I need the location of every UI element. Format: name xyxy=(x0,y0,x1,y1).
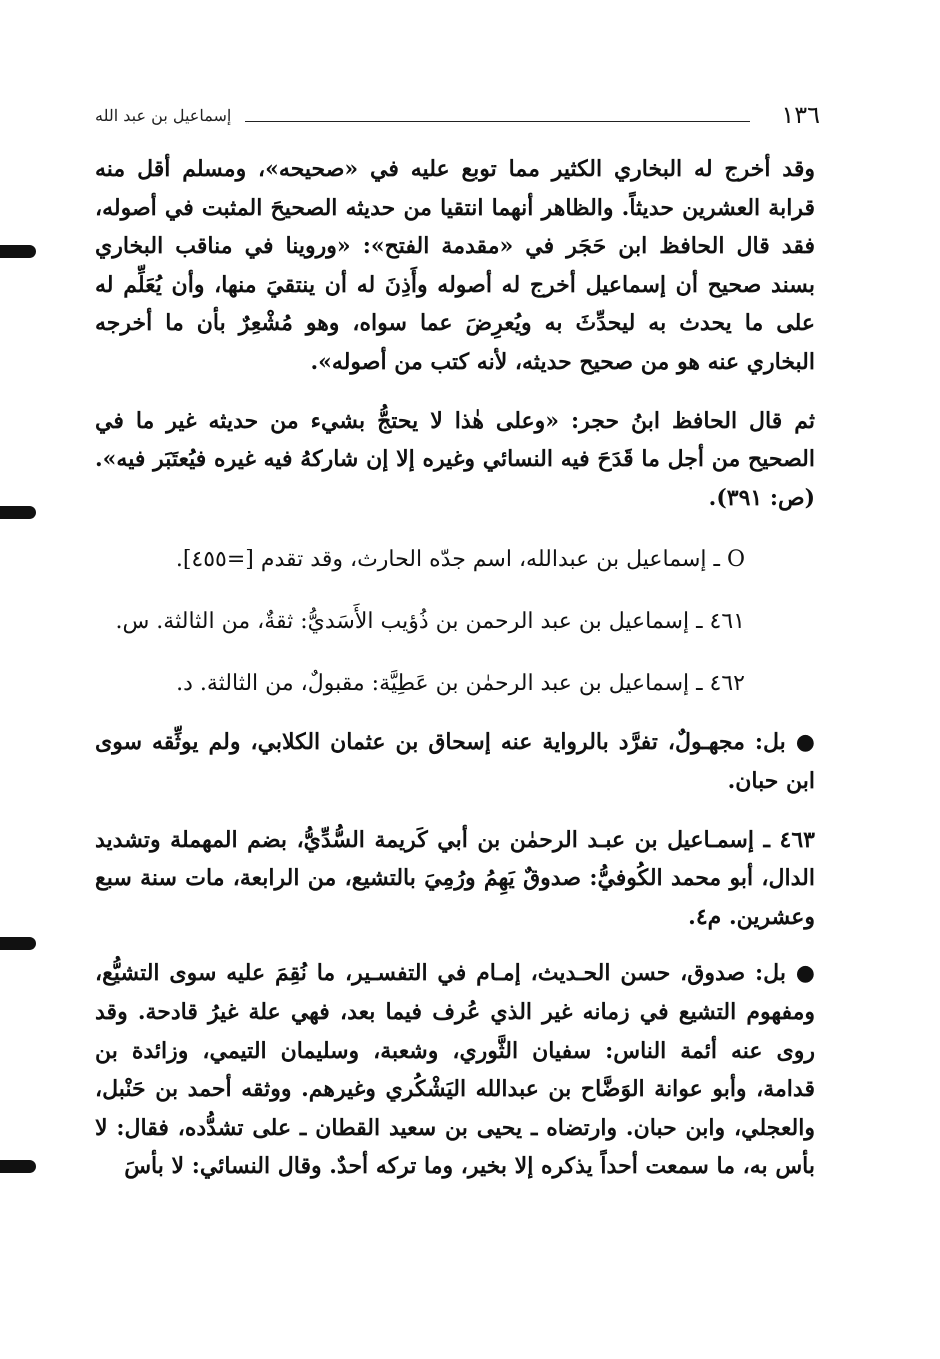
entry-463: ٤٦٣ ـ إسمـاعيل بن عبـد الرحمٰن بن أبي كَريمة السُّدِّيُّ، بضم المهملة وتشديد الدال، أبو محمد الكُوفيُّ: صدوقٌ يَهِمُ ورُمِيَ بالتشيع، من الرابعة، مات سنة سبع وعشرين. م٤. xyxy=(95,826,815,930)
page-number: ١٣٦ xyxy=(781,101,820,129)
comment-462: ● بل: مجهـولٌ، تفرَّد بالرواية عنه إسحاق بن عثمان الكلابي، ولم يوثِّقه سوى ابن حبان. xyxy=(95,729,815,794)
page-header xyxy=(95,100,820,132)
paragraph-bukhari-note: وقد أخرج له البخاري الكثير مما توبع عليه في «صحيحه»، ومسلم أقل منه قرابة العشرين حديثاً. والظاهر أنهما انتقيا من حديثه الصحيحَ المثبت في أصوله، فقد قال الحافظ ابن حَجَر في «مقدمة الفتح»: «وروينا في مناقب البخاري بسند صحيح أن إسماعيل أخرج له أصوله وأَذِنَ له أن ينتقيَ منها، وأن يُعَلِّم له على ما يحدث به ليحدِّثَ به ويُعرِضَ عما سواه، وهو مُشْعِرٌ بأن ما أخرجه البخاري عنه هو من صحيح حديثه، لأنه كتب من أصوله». xyxy=(95,156,815,375)
entry-cross-reference: O ـ إسماعيل بن عبدالله، اسم جدّه الحارث، وقد تقدم [=٤٥٥]. xyxy=(175,547,745,573)
page-body xyxy=(95,150,815,1186)
margin-mark xyxy=(0,245,36,258)
running-title: إسماعيل بن عبد الله xyxy=(95,106,232,125)
comment-463: ● بل: صدوق، حسن الحـديث، إمـام في التفسـير، ما نُقِمَ عليه سوى التشيُّع، ومفهوم التشيع في زمانه غير الذي عُرف فيما بعد، فهي علة غيرُ قادحة. وقد روى عنه أئمة الناس: سفيان الثَّوري، وشعبة، وسليمان التيمي، وزائدة بن قدامة، وأبو عوانة الوَضَّاح بن عبدالله اليَشْكُري وغيرهم. ووثقه أحمد بن حَنْبل، والعجلي، وابن حبان. وارتضاه ـ يحيى بن سعيد القطان ـ على تشدُّده، فقال: لا بأس به، ما سمعت أحداً يذكره إلا بخير، وما تركه أحدٌ. وقال النسائي: لا بأسَ xyxy=(95,960,815,1180)
margin-mark xyxy=(0,506,36,519)
header-rule xyxy=(245,121,750,122)
margin-mark xyxy=(0,1160,36,1173)
margin-mark xyxy=(0,937,36,950)
entry-462: ٤٦٢ ـ إسماعيل بن عبد الرحمٰن بن عَطِيَّة: مقبولٌ، من الثالثة. د. xyxy=(176,671,745,697)
entry-461: ٤٦١ ـ إسماعيل بن عبد الرحمن بن ذُؤيب الأَسَديُّ: ثقةٌ، من الثالثة. س. xyxy=(115,609,745,635)
paragraph-ibn-hajar-quote: ثم قال الحافظ ابنُ حجر: «وعلى هٰذا لا يحتجُّ بشيء من حديثه غير ما في الصحيح من أجل ما قَدَحَ فيه النسائي وغيره إلا إن شاركهُ فيه غيره فيُعتَبَر فيه». (ص: ٣٩١). xyxy=(95,407,815,511)
